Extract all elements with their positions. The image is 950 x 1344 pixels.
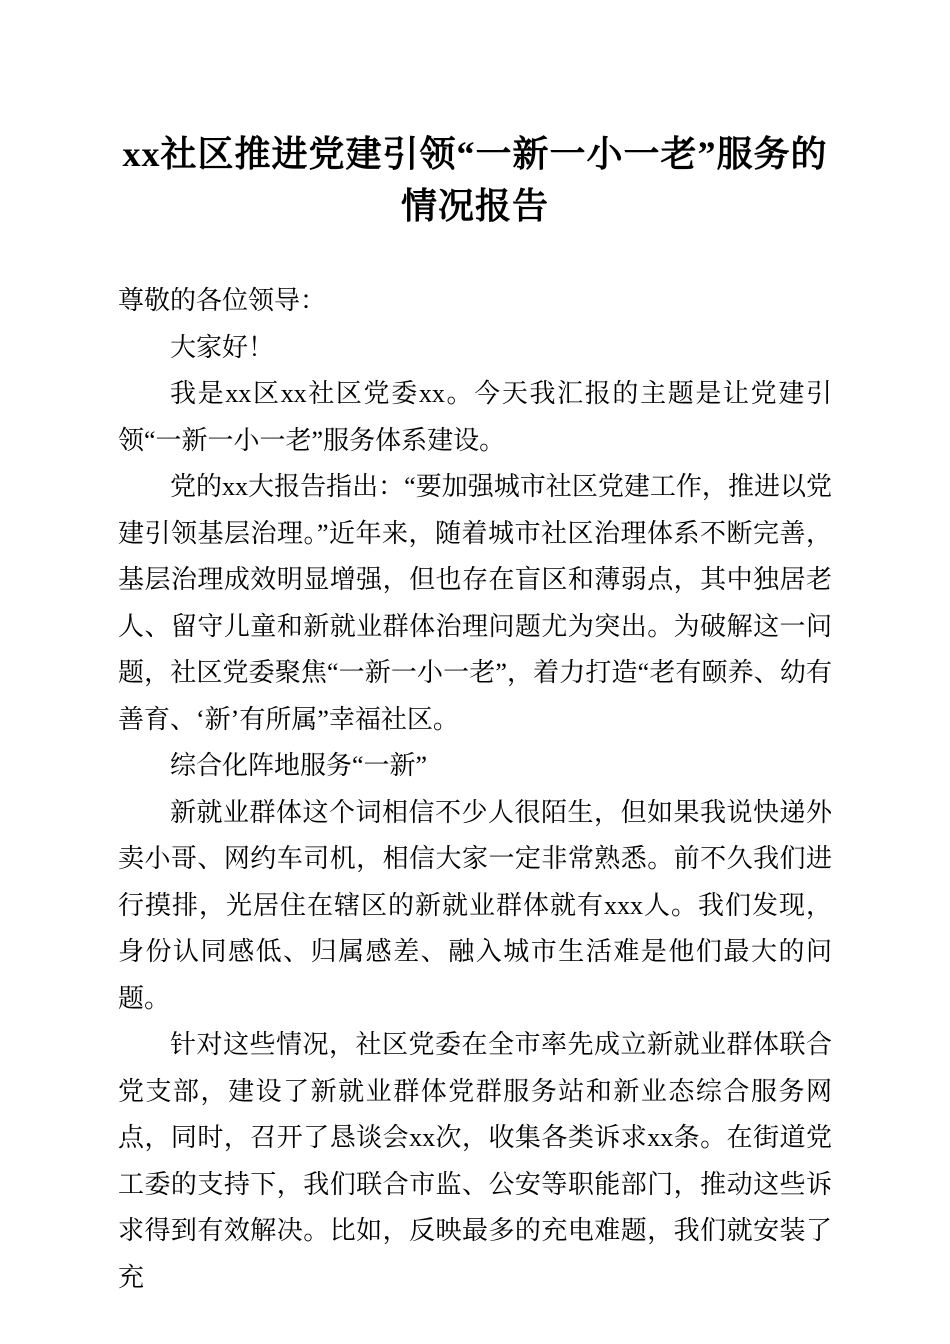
document-title: xx社区推进党建引领“一新一小一老”服务的情况报告	[122, 134, 828, 226]
paragraph: 尊敬的各位领导：	[118, 286, 327, 315]
paragraph: 党的xx大报告指出：“要加强城市社区党建工作，推进以党建引领基层治理。”近年来，随着城市社区治理体系不断完善，基层治理成效明显增强，但也存在盲区和薄弱点，其中独居老人、留守儿童和新就业群体治理问题尤为突出。为破解这一问题，社区党委聚焦“一新一小一老”，着力打造“老有颐养、幼有善育、‘新’有所属”幸福社区。	[118, 472, 832, 734]
paragraph: 大家好！	[170, 332, 275, 362]
paragraph: 针对这些情况，社区党委在全市率先成立新就业群体联合党支部，建设了新就业群体党群服务站和新业态综合服务网点，同时，召开了恳谈会xx次，收集各类诉求xx条。在街道党工委的支持下，我们联合市监、公安等职能部门，推动这些诉求得到有效解决。比如，反映最多的充电难题，我们就安装了充	[118, 1030, 832, 1292]
paragraph: 综合化阵地服务“一新”	[170, 751, 428, 780]
paragraph: 新就业群体这个词相信不少人很陌生，但如果我说快递外卖小哥、网约车司机，相信大家一定非常熟悉。前不久我们进行摸排，光居住在辖区的新就业群体就有xxx人。我们发现，身份认同感低、归属感差、融入城市生活难是他们最大的问题。	[118, 797, 832, 1013]
document-body	[118, 278, 832, 1301]
paragraph: 我是xx区xx社区党委xx。今天我汇报的主题是让党建引领“一新一小一老”服务体系建设。	[118, 379, 832, 455]
